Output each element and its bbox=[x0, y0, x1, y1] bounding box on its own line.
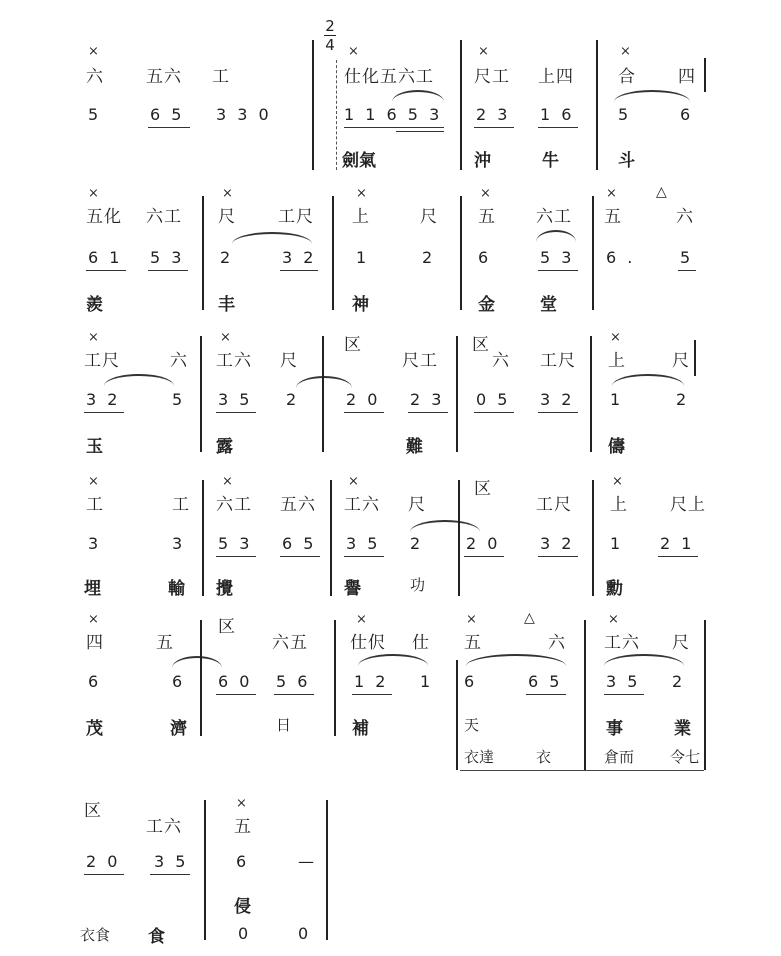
bar-line bbox=[592, 480, 594, 596]
lyric-secondary: 衣達 bbox=[464, 748, 495, 766]
bar-line bbox=[596, 40, 598, 170]
slur bbox=[614, 90, 690, 102]
beam-line bbox=[474, 412, 514, 413]
lyric: 業 bbox=[674, 719, 691, 739]
bar-line bbox=[456, 336, 458, 452]
slur bbox=[296, 376, 352, 388]
gongche-note: 尺 bbox=[672, 351, 690, 371]
beam-line bbox=[658, 556, 698, 557]
bar-line bbox=[202, 480, 204, 596]
lyric: 侵 bbox=[234, 897, 251, 917]
lyric: 攪 bbox=[216, 579, 233, 599]
jianpu-note: 3 3 0 bbox=[216, 105, 272, 124]
jianpu-note: 3 5 bbox=[154, 852, 189, 871]
gongche-note: 五 bbox=[464, 633, 482, 653]
beat-mark: × bbox=[610, 330, 621, 345]
jianpu-note: 3 5 bbox=[218, 390, 253, 409]
jianpu-note: 5 3 bbox=[218, 534, 253, 553]
jianpu-note: 5 bbox=[172, 390, 186, 409]
lyric-secondary: 令七 bbox=[670, 748, 701, 766]
jianpu-note: 6 1 bbox=[88, 248, 123, 267]
jianpu-note: 2 bbox=[286, 390, 300, 409]
lyric: 功 bbox=[410, 576, 426, 594]
lyric: 玉 bbox=[86, 437, 103, 457]
bar-line bbox=[704, 620, 706, 770]
lyric-secondary: 衣 bbox=[536, 748, 552, 766]
gongche-note: 上 bbox=[352, 207, 370, 227]
bar-line bbox=[694, 340, 696, 376]
gongche-note: 四 bbox=[86, 633, 104, 653]
beam-line bbox=[150, 874, 190, 875]
gongche-note: 六工 bbox=[146, 207, 182, 227]
slur bbox=[536, 230, 576, 242]
gongche-note: 尺 bbox=[672, 633, 690, 653]
bar-line bbox=[200, 620, 202, 736]
beam-line bbox=[538, 556, 578, 557]
beam-line bbox=[678, 270, 696, 271]
lyric: 譽 bbox=[344, 579, 361, 599]
gongche-note: 区 bbox=[474, 479, 492, 499]
bar-line bbox=[330, 480, 332, 596]
jianpu-note: 6 5 bbox=[528, 672, 563, 691]
bar-line bbox=[322, 336, 324, 452]
jianpu-note: 3 bbox=[88, 534, 102, 553]
beam-line bbox=[344, 556, 384, 557]
beat-mark: × bbox=[88, 186, 99, 201]
jianpu-note: 1 bbox=[610, 390, 624, 409]
jianpu-note: 2 bbox=[676, 390, 690, 409]
jianpu-note: 2 3 bbox=[476, 105, 511, 124]
beam-line bbox=[148, 127, 190, 128]
jianpu-note: 2 bbox=[672, 672, 686, 691]
jianpu-note: 3 5 bbox=[606, 672, 641, 691]
gongche-note: 上四 bbox=[538, 67, 574, 87]
gongche-note: 尺 bbox=[420, 207, 438, 227]
bar-line bbox=[326, 800, 328, 940]
beat-mark: × bbox=[356, 186, 367, 201]
jianpu-note: 2 bbox=[220, 248, 234, 267]
beat-mark: × bbox=[236, 796, 247, 811]
lyric: 茂 bbox=[86, 719, 103, 739]
jianpu-note: 3 2 bbox=[540, 534, 575, 553]
beat-mark: × bbox=[222, 474, 233, 489]
gongche-note: 工尺 bbox=[278, 207, 314, 227]
jianpu-note: 6 bbox=[236, 852, 250, 871]
slur bbox=[358, 654, 428, 666]
gongche-note: 区 bbox=[344, 335, 362, 355]
beam-line bbox=[344, 412, 384, 413]
gongche-note: 工 bbox=[212, 67, 230, 87]
beat-mark: × bbox=[88, 330, 99, 345]
lyric: 金 bbox=[478, 295, 495, 315]
gongche-note: 合 bbox=[618, 67, 636, 87]
beam-line bbox=[464, 556, 504, 557]
lyric: 丰 bbox=[218, 295, 235, 315]
gongche-note: 五 bbox=[604, 207, 622, 227]
jianpu-note: 6 bbox=[464, 672, 478, 691]
bar-line bbox=[456, 660, 458, 770]
gongche-note: 工尺 bbox=[540, 351, 576, 371]
gongche-note: 工六 bbox=[344, 495, 380, 515]
gongche-note: 仕 bbox=[412, 633, 430, 653]
beat-mark: × bbox=[612, 474, 623, 489]
lyric-partial: 衣食 bbox=[80, 926, 111, 944]
lyric: 輸 bbox=[168, 579, 185, 599]
beam-line bbox=[604, 694, 644, 695]
lyric: 神 bbox=[352, 295, 369, 315]
jianpu-note: — bbox=[298, 852, 317, 871]
beam-line bbox=[396, 131, 444, 132]
jianpu-note: 3 5 bbox=[346, 534, 381, 553]
jianpu-note: 5 bbox=[680, 248, 694, 267]
bar-line bbox=[334, 620, 336, 736]
gongche-note: 尺 bbox=[218, 207, 236, 227]
jianpu-note: 3 2 bbox=[282, 248, 317, 267]
jianpu-note: 6 0 bbox=[218, 672, 253, 691]
gongche-note: 工六 bbox=[216, 351, 252, 371]
gongche-note: 六 bbox=[86, 67, 104, 87]
jianpu-note: 6 bbox=[172, 672, 186, 691]
gongche-note: 仕伬 bbox=[350, 633, 386, 653]
jianpu-note: 5 3 bbox=[540, 248, 575, 267]
beam-line bbox=[274, 694, 314, 695]
lyric-underline bbox=[460, 770, 704, 771]
lyric: 堂 bbox=[540, 295, 557, 315]
gongche-note: 工六 bbox=[604, 633, 640, 653]
beat-mark: × bbox=[478, 44, 489, 59]
beat-mark: × bbox=[608, 612, 619, 627]
jianpu-note: 6 5 bbox=[282, 534, 317, 553]
jianpu-note: 5 3 bbox=[150, 248, 185, 267]
lyric: 露 bbox=[216, 437, 233, 457]
jianpu-note: 6 . bbox=[606, 248, 636, 267]
jianpu-note: 1 bbox=[420, 672, 434, 691]
beam-line bbox=[538, 412, 578, 413]
beam-line bbox=[408, 412, 448, 413]
beat-mark: × bbox=[620, 44, 631, 59]
lyric-partial: 食 bbox=[148, 927, 165, 947]
jianpu-note: 1 bbox=[610, 534, 624, 553]
lyric: 羨 bbox=[86, 295, 103, 315]
gongche-note: 区 bbox=[472, 335, 490, 355]
jianpu-note: 1 1 6 5 3 bbox=[344, 105, 443, 124]
gongche-note: 工尺 bbox=[84, 351, 120, 371]
beam-line bbox=[84, 412, 124, 413]
jianpu-note: 0 bbox=[298, 924, 312, 943]
gongche-note: 区 bbox=[84, 801, 102, 821]
beam-line bbox=[352, 694, 392, 695]
jianpu-note: 0 bbox=[238, 924, 252, 943]
gongche-note: 尺上 bbox=[670, 495, 706, 515]
time-signature bbox=[324, 18, 336, 53]
gongche-note: 六 bbox=[676, 207, 694, 227]
beat-mark: × bbox=[606, 186, 617, 201]
gongche-note: 上 bbox=[608, 351, 626, 371]
lyric: 勳 bbox=[606, 579, 623, 599]
time-signature-bottom: 4 bbox=[325, 36, 335, 54]
jianpu-note: 0 5 bbox=[476, 390, 511, 409]
beam-line bbox=[280, 556, 320, 557]
jianpu-note: 5 bbox=[618, 105, 632, 124]
bar-line bbox=[704, 58, 706, 92]
beat-mark: × bbox=[480, 186, 491, 201]
lyric: 事 bbox=[606, 719, 623, 739]
bar-line bbox=[590, 336, 592, 452]
gongche-note: 尺工 bbox=[474, 67, 510, 87]
bar-line bbox=[204, 800, 206, 940]
gongche-note: 工尺 bbox=[536, 495, 572, 515]
lyric: 斗 bbox=[618, 151, 635, 171]
lyric: 儔 bbox=[608, 437, 625, 457]
beat-mark: × bbox=[222, 186, 233, 201]
slur bbox=[466, 654, 566, 666]
slur bbox=[410, 520, 480, 532]
gongche-note: 六 bbox=[492, 351, 510, 371]
gongche-note: 五 bbox=[478, 207, 496, 227]
beat-mark: × bbox=[356, 612, 367, 627]
gongche-note: 六工 bbox=[216, 495, 252, 515]
lyric: 難 bbox=[406, 437, 423, 457]
bar-line bbox=[200, 336, 202, 452]
beat-mark: × bbox=[466, 612, 477, 627]
beat-mark: × bbox=[88, 612, 99, 627]
bar-line bbox=[332, 196, 334, 310]
jianpu-note: 1 6 bbox=[540, 105, 575, 124]
slur bbox=[604, 654, 684, 666]
beam-line bbox=[538, 270, 578, 271]
beam-line bbox=[280, 270, 318, 271]
jianpu-note: 6 bbox=[478, 248, 492, 267]
jianpu-note: 2 bbox=[410, 534, 424, 553]
gongche-note: 尺工 bbox=[402, 351, 438, 371]
bar-line bbox=[312, 40, 314, 170]
bar-line bbox=[584, 620, 586, 770]
slur bbox=[392, 90, 444, 102]
gongche-note: 六 bbox=[548, 633, 566, 653]
beat-mark: × bbox=[348, 44, 359, 59]
lyric-secondary: 倉而 bbox=[604, 748, 635, 766]
bar-line bbox=[458, 480, 460, 596]
gongche-note: 六 bbox=[170, 351, 188, 371]
gongche-note: 工 bbox=[172, 495, 190, 515]
gongche-note: 五六 bbox=[146, 67, 182, 87]
slur bbox=[172, 656, 222, 668]
jianpu-note: 2 1 bbox=[660, 534, 695, 553]
time-signature-top: 2 bbox=[325, 17, 335, 35]
jianpu-note: 6 bbox=[680, 105, 694, 124]
lyric: 濟 bbox=[170, 719, 187, 739]
beam-line bbox=[538, 127, 578, 128]
jianpu-note: 1 bbox=[356, 248, 370, 267]
gongche-note: 仕化五六工 bbox=[344, 67, 434, 87]
jianpu-note: 1 2 bbox=[354, 672, 389, 691]
jianpu-note: 6 5 bbox=[150, 105, 185, 124]
gongche-note: 五 bbox=[234, 817, 252, 837]
beam-line bbox=[216, 694, 256, 695]
lyric: 補 bbox=[352, 719, 369, 739]
gongche-note: 六工 bbox=[536, 207, 572, 227]
beam-line bbox=[148, 270, 188, 271]
lyric: 劍氣 bbox=[342, 151, 376, 171]
gongche-note: 尺 bbox=[280, 351, 298, 371]
lyric: 日 bbox=[276, 716, 292, 734]
jianpu-note: 5 6 bbox=[276, 672, 311, 691]
beam-line bbox=[86, 270, 126, 271]
accent-triangle-icon: △ bbox=[656, 184, 667, 200]
gongche-note: 上 bbox=[610, 495, 628, 515]
beam-line bbox=[344, 127, 444, 128]
beam-line bbox=[474, 127, 514, 128]
lyric: 天 bbox=[464, 716, 480, 734]
bar-line bbox=[202, 196, 204, 310]
dashed-line bbox=[336, 60, 337, 170]
gongche-note: 工六 bbox=[146, 817, 182, 837]
beam-line bbox=[216, 412, 256, 413]
jianpu-note: 2 0 bbox=[346, 390, 381, 409]
gongche-note: 五 bbox=[156, 633, 174, 653]
jianpu-note: 2 0 bbox=[466, 534, 501, 553]
jianpu-note: 2 0 bbox=[86, 852, 121, 871]
bar-line bbox=[460, 40, 462, 170]
slur bbox=[612, 374, 684, 386]
lyric: 埋 bbox=[84, 579, 101, 599]
beat-mark: × bbox=[220, 330, 231, 345]
lyric: 沖 bbox=[474, 151, 491, 171]
bar-line bbox=[592, 196, 594, 310]
gongche-note: 六五 bbox=[272, 633, 308, 653]
gongche-note: 尺 bbox=[408, 495, 426, 515]
lyric: 牛 bbox=[542, 151, 559, 171]
beat-mark: × bbox=[348, 474, 359, 489]
jianpu-note: 3 2 bbox=[540, 390, 575, 409]
beat-mark: × bbox=[88, 44, 99, 59]
jianpu-note: 2 bbox=[422, 248, 436, 267]
gongche-note: 五化 bbox=[86, 207, 122, 227]
jianpu-note: 3 bbox=[172, 534, 186, 553]
gongche-note: 五六 bbox=[280, 495, 316, 515]
slur bbox=[232, 232, 312, 244]
jianpu-note: 3 2 bbox=[86, 390, 121, 409]
jianpu-note: 5 bbox=[88, 105, 102, 124]
bar-line bbox=[460, 196, 462, 310]
gongche-note: 区 bbox=[218, 617, 236, 637]
gongche-note: 四 bbox=[678, 67, 696, 87]
slur bbox=[104, 374, 174, 386]
gongche-note: 工 bbox=[86, 495, 104, 515]
beam-line bbox=[216, 556, 256, 557]
beam-line bbox=[84, 874, 124, 875]
accent-triangle-icon: △ bbox=[524, 610, 535, 626]
jianpu-note: 2 3 bbox=[410, 390, 445, 409]
beam-line bbox=[526, 694, 566, 695]
jianpu-note: 6 bbox=[88, 672, 102, 691]
beat-mark: × bbox=[88, 474, 99, 489]
